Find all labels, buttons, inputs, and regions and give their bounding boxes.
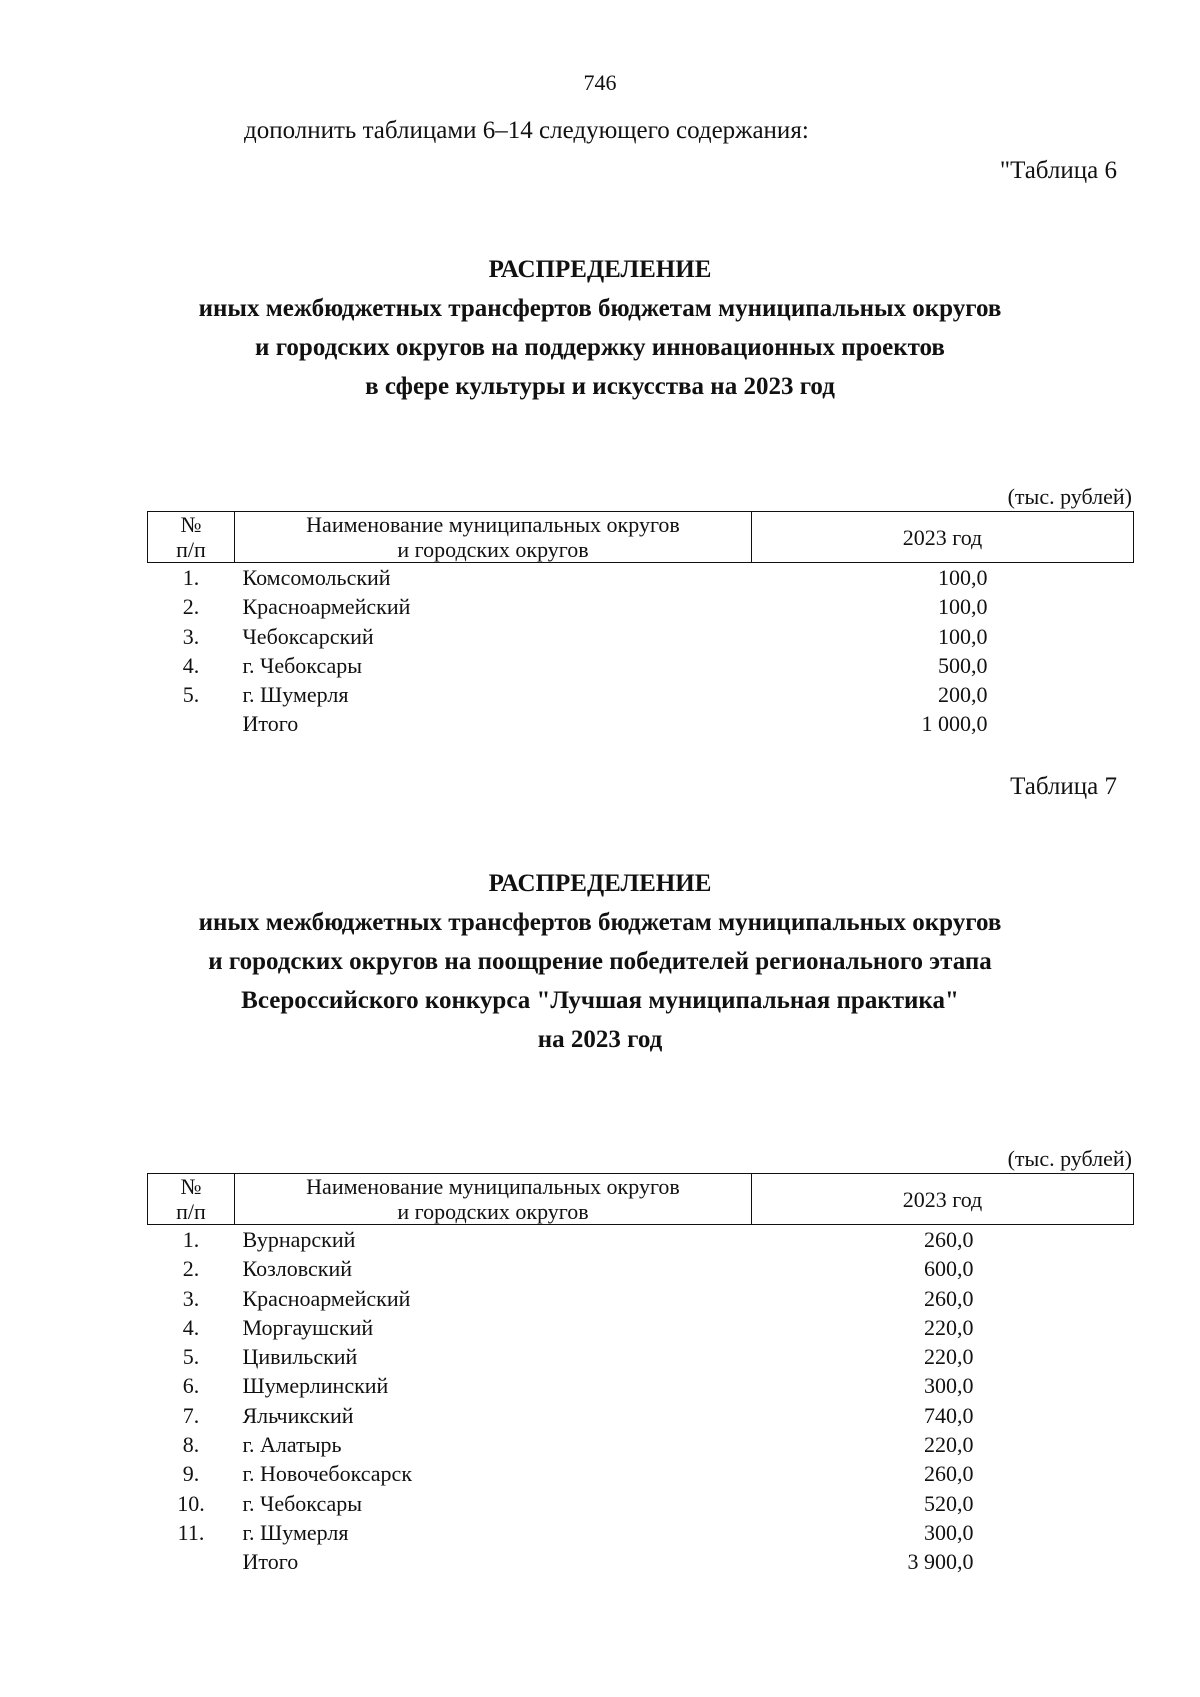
- row-name: Яльчикский: [242, 1402, 354, 1428]
- row-num: [148, 709, 235, 738]
- table-header-row: [148, 512, 1134, 563]
- heading-line: на 2023 год: [537, 1026, 663, 1053]
- row-value: 3 900,0: [907, 1549, 974, 1575]
- table-row: [148, 1401, 1134, 1430]
- heading-line: и городских округов на поощрение победителей регионального этапа: [208, 948, 992, 975]
- header-num: [148, 512, 235, 563]
- table-row: [148, 1342, 1134, 1371]
- row-num: 8.: [182, 1432, 200, 1458]
- header-name: [235, 512, 752, 563]
- row-num: 2.: [182, 1256, 200, 1282]
- heading-line: иных межбюджетных трансфертов бюджетам муниципальных округов: [198, 295, 1002, 322]
- row-name: Комсомольский: [242, 565, 391, 590]
- heading-line: и городских округов на поддержку инновационных проектов: [255, 334, 945, 361]
- header-name-line: и городских округов: [397, 537, 589, 562]
- header-num-line: №: [180, 1174, 202, 1199]
- table-row: [148, 1225, 1134, 1255]
- row-value: 300,0: [924, 1373, 974, 1399]
- total-row: [148, 709, 1134, 738]
- row-num: 3.: [182, 623, 200, 649]
- row-name: г. Чебоксары: [242, 652, 363, 678]
- table-row: [148, 651, 1134, 680]
- table-7-heading: [0, 864, 1200, 1059]
- row-name: Итого: [242, 711, 299, 737]
- header-name-line: Наименование муниципальных округов: [306, 1174, 680, 1199]
- table-6: [147, 511, 1134, 739]
- row-num: [148, 1547, 235, 1576]
- table-row: [148, 622, 1134, 651]
- row-name: Цивильский: [242, 1344, 358, 1370]
- table-row: [148, 1459, 1134, 1488]
- row-num: 4.: [182, 652, 200, 678]
- table-6-units: (тыс. рублей): [1007, 484, 1132, 509]
- table-6-heading: [0, 250, 1200, 406]
- table-row: [148, 680, 1134, 709]
- row-num: 5.: [182, 682, 200, 708]
- row-name: г. Алатырь: [242, 1432, 342, 1458]
- table-row: [148, 1371, 1134, 1400]
- row-name: Чебоксарский: [242, 623, 374, 649]
- header-name-line: Наименование муниципальных округов: [306, 512, 680, 537]
- heading-line: в сфере культуры и искусства на 2023 год: [365, 373, 835, 400]
- row-num: 5.: [182, 1344, 200, 1370]
- table-row: [148, 1254, 1134, 1283]
- row-name: г. Новочебоксарск: [242, 1461, 413, 1487]
- row-value: 220,0: [924, 1432, 974, 1458]
- row-value: 520,0: [924, 1490, 974, 1516]
- row-value: 220,0: [924, 1344, 974, 1370]
- table-row: [148, 1313, 1134, 1342]
- row-name: Красноармейский: [242, 1285, 411, 1311]
- table-header-row: [148, 1174, 1134, 1225]
- row-name: Шумерлинский: [242, 1373, 389, 1399]
- table-7: [147, 1173, 1134, 1577]
- row-value: 220,0: [924, 1314, 974, 1340]
- header-num: [148, 1174, 235, 1225]
- table-row: [148, 1518, 1134, 1547]
- row-value: 100,0: [938, 565, 988, 590]
- table-row: [148, 563, 1134, 593]
- row-num: 11.: [177, 1519, 205, 1545]
- row-value: 260,0: [924, 1227, 974, 1252]
- row-value: 600,0: [924, 1256, 974, 1282]
- header-name-line: и городских округов: [397, 1199, 589, 1224]
- row-num: 6.: [182, 1373, 200, 1399]
- table-7-caption: Таблица 7: [1010, 773, 1117, 800]
- header-name: [235, 1174, 752, 1225]
- header-num-line: п/п: [176, 1199, 206, 1224]
- table-row: [148, 1284, 1134, 1313]
- row-num: 9.: [182, 1461, 200, 1487]
- row-name: Красноармейский: [242, 594, 411, 620]
- header-num-line: №: [180, 512, 202, 537]
- row-value: 260,0: [924, 1285, 974, 1311]
- row-num: 3.: [182, 1285, 200, 1311]
- row-num: 2.: [182, 594, 200, 620]
- table-row: [148, 1430, 1134, 1459]
- row-value: 100,0: [938, 594, 988, 620]
- row-name: г. Шумерля: [242, 1519, 349, 1545]
- row-num: 4.: [182, 1314, 200, 1340]
- header-year: 2023 год: [752, 1174, 1134, 1225]
- table-7-units: (тыс. рублей): [1007, 1146, 1132, 1171]
- row-name: г. Чебоксары: [242, 1490, 363, 1516]
- intro-text: дополнить таблицами 6–14 следующего содержания:: [244, 117, 809, 144]
- row-value: 100,0: [938, 623, 988, 649]
- row-value: 260,0: [924, 1461, 974, 1487]
- table-row: [148, 592, 1134, 621]
- table-row: [148, 1489, 1134, 1518]
- row-name: г. Шумерля: [242, 682, 349, 708]
- row-name: Вурнарский: [242, 1227, 356, 1252]
- heading-line: Всероссийского конкурса "Лучшая муниципальная практика": [241, 987, 959, 1014]
- heading-line: иных межбюджетных трансфертов бюджетам муниципальных округов: [198, 909, 1002, 936]
- total-row: [148, 1547, 1134, 1576]
- header-year: 2023 год: [752, 512, 1134, 563]
- header-num-line: п/п: [176, 537, 206, 562]
- table-6-caption: "Таблица 6: [999, 157, 1117, 184]
- row-num: 7.: [182, 1402, 200, 1428]
- row-value: 300,0: [924, 1519, 974, 1545]
- row-name: Итого: [242, 1549, 299, 1575]
- page-number: 746: [583, 70, 617, 95]
- row-name: Моргаушский: [242, 1314, 374, 1340]
- row-value: 500,0: [938, 652, 988, 678]
- heading-line: РАСПРЕДЕЛЕНИЕ: [488, 256, 712, 283]
- row-num: 10.: [177, 1490, 205, 1516]
- row-value: 1 000,0: [921, 711, 988, 737]
- row-name: Козловский: [242, 1256, 353, 1282]
- row-value: 740,0: [924, 1402, 974, 1428]
- row-num: 1.: [182, 1227, 200, 1252]
- row-num: 1.: [182, 565, 200, 590]
- heading-line: РАСПРЕДЕЛЕНИЕ: [488, 870, 712, 897]
- row-value: 200,0: [938, 682, 988, 708]
